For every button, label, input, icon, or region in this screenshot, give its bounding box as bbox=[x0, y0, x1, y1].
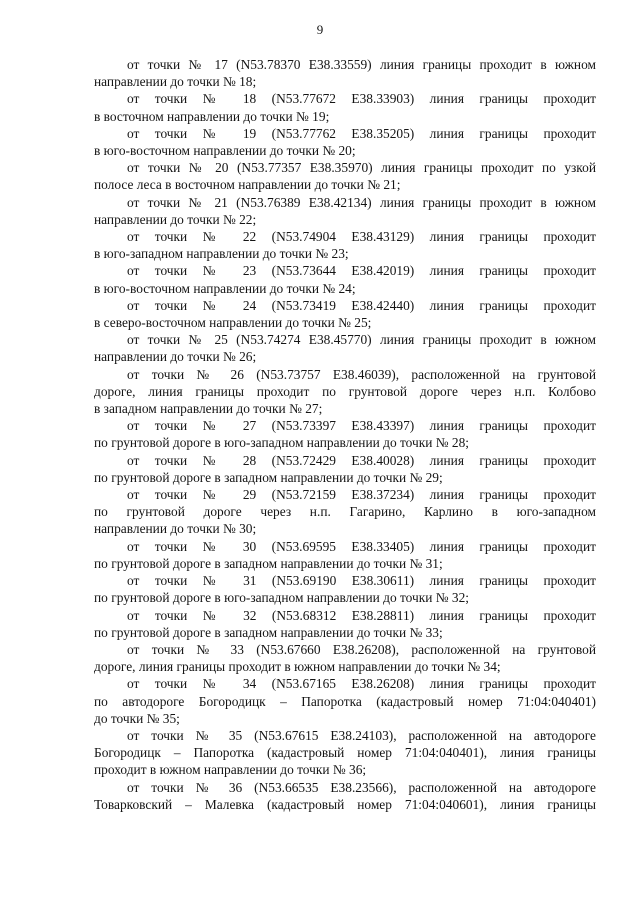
paragraph-line: по автодороге Богородицк – Папоротка (кадастровый номер 71:04:040401) bbox=[94, 693, 596, 709]
paragraph-line: от точки № 19 (N53.77762 E38.35205) линия границы проходит bbox=[127, 125, 596, 141]
boundary-paragraph bbox=[94, 452, 596, 486]
paragraph-line: дороге, линия границы проходит в южном направлении до точки № 34; bbox=[94, 659, 501, 675]
paragraph-line: от точки № 35 (N53.67615 E38.24103), расположенной на автодороге bbox=[127, 727, 596, 743]
paragraph-line: от точки № 32 (N53.68312 E38.28811) линия границы проходит bbox=[127, 607, 596, 623]
boundary-paragraph bbox=[94, 297, 596, 331]
document-body bbox=[94, 56, 596, 813]
paragraph-line: по грунтовой дороге в юго-западном направлении до точки № 32; bbox=[94, 590, 470, 606]
paragraph-line: по грунтовой дороге в западном направлении до точки № 29; bbox=[94, 469, 443, 485]
paragraph-line: от точки № 25 (N53.74274 E38.45770) линия границы проходит в южном bbox=[127, 332, 596, 348]
boundary-paragraph bbox=[94, 125, 596, 159]
page-number: 9 bbox=[316, 22, 324, 37]
paragraph-line: от точки № 34 (N53.67165 E38.26208) линия границы проходит bbox=[127, 676, 596, 692]
paragraph-line: от точки № 27 (N53.73397 E38.43397) линия границы проходит bbox=[127, 418, 596, 434]
paragraph-line: в юго-восточном направлении до точки № 20; bbox=[94, 143, 356, 159]
paragraph-line: от точки № 21 (N53.76389 E38.42134) линия границы проходит в южном bbox=[127, 194, 596, 210]
boundary-paragraph bbox=[94, 607, 596, 641]
paragraph-line: от точки № 18 (N53.77672 E38.33903) линия границы проходит bbox=[127, 91, 596, 107]
paragraph-line: направлении до точки № 30; bbox=[94, 521, 257, 537]
paragraph-line: по грунтовой дороге в западном направлении до точки № 31; bbox=[94, 555, 443, 571]
boundary-paragraph bbox=[94, 572, 596, 606]
paragraph-line: по грунтовой дороге в юго-западном направлении до точки № 28; bbox=[94, 435, 470, 451]
paragraph-line: от точки № 29 (N53.72159 E38.37234) линия границы проходит bbox=[127, 487, 596, 503]
paragraph-line: проходит в южном направлении до точки № 36; bbox=[94, 762, 367, 778]
boundary-paragraph bbox=[94, 56, 596, 90]
paragraph-line: в западном направлении до точки № 27; bbox=[94, 401, 323, 417]
boundary-paragraph bbox=[94, 262, 596, 296]
paragraph-line: направлении до точки № 26; bbox=[94, 349, 257, 365]
boundary-paragraph bbox=[94, 331, 596, 365]
boundary-paragraph bbox=[94, 194, 596, 228]
paragraph-line: от точки № 28 (N53.72429 E38.40028) линия границы проходит bbox=[127, 452, 596, 468]
paragraph-line: в юго-западном направлении до точки № 23; bbox=[94, 246, 349, 262]
paragraph-line: Богородицк – Папоротка (кадастровый номер 71:04:040401), линия границы bbox=[94, 745, 596, 761]
paragraph-line: от точки № 20 (N53.77357 E38.35970) линия границы проходит по узкой bbox=[127, 160, 596, 176]
paragraph-line: от точки № 26 (N53.73757 E38.46039), расположенной на грунтовой bbox=[127, 366, 596, 382]
paragraph-line: от точки № 33 (N53.67660 E38.26208), расположенной на грунтовой bbox=[127, 641, 596, 657]
paragraph-line: от точки № 36 (N53.66535 E38.23566), расположенной на автодороге bbox=[127, 779, 596, 795]
paragraph-line: по грунтовой дороге в западном направлении до точки № 33; bbox=[94, 624, 443, 640]
paragraph-line: в северо-восточном направлении до точки № 25; bbox=[94, 315, 372, 331]
paragraph-line: от точки № 23 (N53.73644 E38.42019) линия границы проходит bbox=[127, 263, 596, 279]
boundary-paragraph bbox=[94, 675, 596, 727]
boundary-paragraph bbox=[94, 90, 596, 124]
paragraph-line: дороге, линия границы проходит по грунтовой дороге через н.п. Колбово bbox=[94, 383, 596, 399]
paragraph-line: от точки № 22 (N53.74904 E38.43129) линия границы проходит bbox=[127, 229, 596, 245]
paragraph-line: направлении до точки № 18; bbox=[94, 74, 257, 90]
boundary-paragraph bbox=[94, 641, 596, 675]
paragraph-line: направлении до точки № 22; bbox=[94, 211, 257, 227]
boundary-paragraph bbox=[94, 228, 596, 262]
paragraph-line: до точки № 35; bbox=[94, 710, 180, 726]
paragraph-line: в восточном направлении до точки № 19; bbox=[94, 108, 330, 124]
boundary-paragraph bbox=[94, 366, 596, 418]
paragraph-line: по грунтовой дороге через н.п. Гагарино, Карлино в юго-западном bbox=[94, 504, 596, 520]
paragraph-line: Товарковский – Малевка (кадастровый номер 71:04:040601), линия границы bbox=[94, 796, 596, 812]
boundary-paragraph bbox=[94, 538, 596, 572]
boundary-paragraph bbox=[94, 486, 596, 538]
paragraph-line: от точки № 24 (N53.73419 E38.42440) линия границы проходит bbox=[127, 297, 596, 313]
paragraph-line: от точки № 30 (N53.69595 E38.33405) линия границы проходит bbox=[127, 538, 596, 554]
paragraph-line: от точки № 17 (N53.78370 E38.33559) линия границы проходит в южном bbox=[127, 57, 596, 72]
boundary-paragraph bbox=[94, 417, 596, 451]
paragraph-line: в юго-восточном направлении до точки № 24; bbox=[94, 280, 356, 296]
paragraph-line: от точки № 31 (N53.69190 E38.30611) линия границы проходит bbox=[127, 573, 596, 589]
boundary-paragraph bbox=[94, 159, 596, 193]
boundary-paragraph bbox=[94, 727, 596, 779]
boundary-paragraph bbox=[94, 779, 596, 813]
paragraph-line: полосе леса в восточном направлении до точки № 21; bbox=[94, 177, 401, 193]
